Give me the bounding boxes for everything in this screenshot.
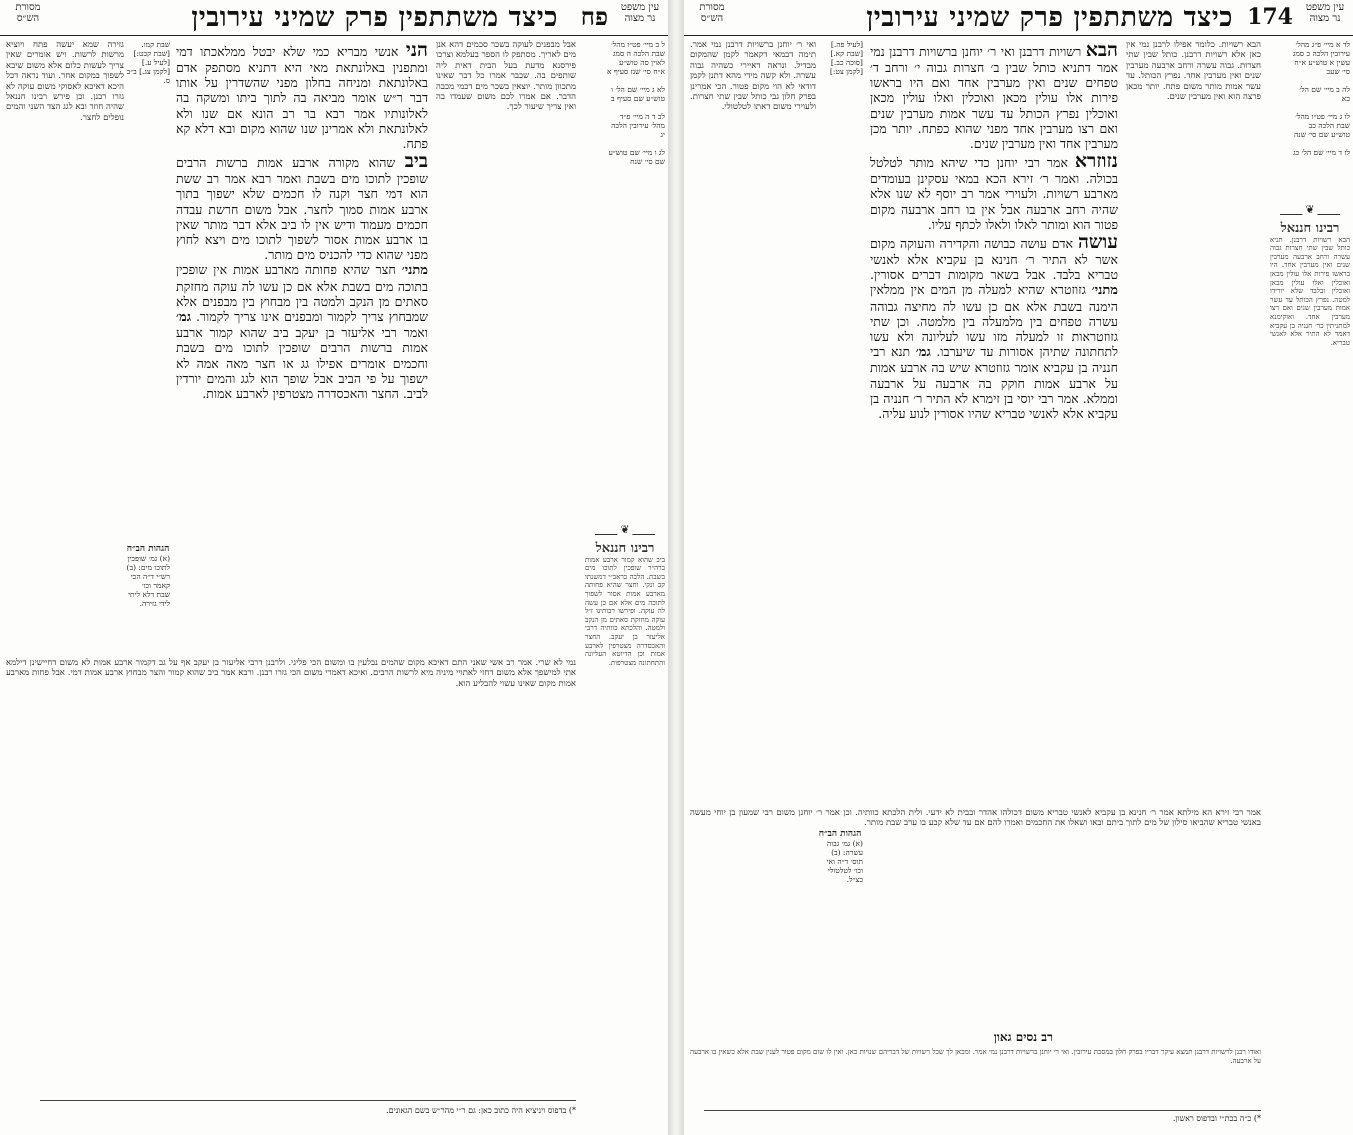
left-hagahot bbox=[126, 545, 170, 665]
gemara-opening-word: עושה bbox=[1078, 231, 1118, 254]
left-footnote-rule bbox=[40, 1100, 576, 1101]
ornament-divider bbox=[595, 529, 655, 541]
ein-mishpat-entry: לד א מיי׳ פ״ג מהל׳ עירובין הלכה כ סמג עשין א טוש״ע א״ח סי׳ שעב bbox=[1292, 40, 1350, 76]
rabbeinu-chananel-title: רבינו חננאל bbox=[595, 541, 655, 556]
gemara-label: גמ׳ bbox=[176, 310, 191, 326]
gemara-opening-word: ביב bbox=[404, 150, 428, 173]
right-footnote-rule bbox=[704, 1110, 1261, 1111]
left-ein-mishpat-column bbox=[607, 40, 665, 520]
gemara-text-block: שהוא מקורה ארבע אמות ברשות הרבים שופכין לתוכו מים בשבת ואמר רבא אמר רב ששת הוא דמי חצר וקנה לו חכמים שלא ישפוך בתוך ארבע אמות סמוך לחצר. אבל משום חרשת עבדה חכמים מעמוד ודיש אין לו ביב אלא דבר מותר שאין בו ארבע אמות אסור לשפוך לתוכו מים ויצא לחוץ מפני שהוא כדי להכניס מים מותר. bbox=[176, 155, 428, 263]
right-rashi-column bbox=[1126, 40, 1261, 800]
ein-mishpat-entry: לב ד ה מיי׳ פ״ד מהל׳ עירובין הלכה יג bbox=[611, 112, 665, 139]
hagahot-title: הגהות הב״ח bbox=[126, 545, 170, 554]
left-mesorah-heading: מסורת הש״ס bbox=[15, 2, 41, 24]
rabbeinu-chananel-text: הבא רשויות דרבנן. תניא כותל שבין שתי חצרות גבוה עשרה ורחב ארבעה מערבין שנים ואין מערבין אחד. היו בראשו פירות אלו עולין מכאן ואוכלין ואלו עולין מכאן ואוכלין ובלבד שלא יורידו למטה. נפרץ הכותל עד עשר אמות מערבין שנים ואם רצו מערבין אחד. ואוקימנא למתניתין כר׳ חנניה בן עקביא דאמר לא התיר אלא לאנשי טבריא. bbox=[1270, 235, 1350, 347]
right-mesorah-column bbox=[817, 40, 863, 440]
left-header-rule bbox=[0, 35, 668, 36]
bottom-commentary-text: נמי לא שרי. אמר רב אשי שאני התם דאיכא מקום שהמים נבלעין בו ומשום הכי פליגי. ולרבנן דרבי אליעזר בן יעקב אף על גב דקמור ארבע אמות לא משום דחיישינן דילמא אתי למישפך אלא משום דחזי לאתויי מיניה מיא לרשות הרבים. ואיכא דאמרי משום הכי גזרו רבנן. ורבא אמר ביב שהוא קמור והצר מבחוץ ארבע אמות דמי. אבל פחות מארבע אמות מקום שאינו עשוי להבליע הוא. bbox=[6, 658, 576, 689]
left-mesorah-column bbox=[126, 40, 170, 340]
left-page-header bbox=[0, 0, 668, 34]
hagahot-title: הגהות הב״ח bbox=[818, 830, 862, 839]
gemara-text-block: אנשי מבריא כמי שלא יבטל ממלאכתו דמי ומתפנין באלונתאת מאי היא דתניא מסתפק אדם באלונתאת ומניחה בחלון מפני שהשדרין על אותו דבר ר״ש אומר מביאה בה לתוך ביתו ומשקה בה לאלונותיו אמר רבא בר רב הונא אם שנו ולא לאלונתאת ולא אמרינן שנו שהוא מקום ובא דלא קא פתח. bbox=[176, 44, 428, 152]
gemara-text-block: חצר שהיא פחותה מארבע אמות אין שופכין בתוכה מים בשבת אלא אם כן עשו לה עוקה מחזקת סאתים מן הנקב ולמטה בין מבחוץ בין מבפנים אלא שמבחוץ צריך לקמור ומבפנים אינו צריך לקמור. bbox=[176, 262, 428, 325]
right-page-header bbox=[684, 0, 1353, 34]
hagahot-text: (א) גמ׳ גבוה עשרה: (ב) תוס׳ ד״ה ואי וכו׳ לטלטולי כצ״ל. bbox=[826, 839, 863, 884]
left-footnote: *) בדפוס ויניציא היה כתוב כאן: גם ר״י מהר״ש בשם הגאונים. bbox=[386, 1106, 576, 1115]
ein-mishpat-entry: ל ב מיי׳ פט״ו מהל׳ שבת הלכה ה סמג לאוין סה טוש״ע א״ח סי׳ שנז סעיף א bbox=[607, 40, 665, 76]
left-gemara-column bbox=[176, 40, 428, 650]
ornament-divider bbox=[1280, 209, 1340, 221]
gemara-label: גמ׳ bbox=[915, 345, 931, 361]
right-page-title: כיצד משתתפין פרק שמיני עירובין bbox=[866, 2, 1233, 33]
gemara-opening-word: הבא bbox=[1085, 40, 1118, 61]
rav-nissim-gaon-text: ואודו רבנן לרשויות דרבנן תמצא עיקר דבריו בפרק חלון במסכת עירובין. ואי ר׳ יוחנן ברשויות דרבנן נמי אמר. ומכאן לך שכל רשויות של דבריהם שנויות כאן. ואין לו שום מקום פטור לענין שבת אלא כשאין בו ארבעה על ארבעה. bbox=[690, 1048, 1261, 1065]
mesorah-notes: שבת קמו. [שבת קכט:] [לעיל ע.] [לקמן צג.] ב״ב ס. bbox=[126, 40, 170, 85]
right-gemara-column bbox=[870, 40, 1118, 800]
ein-mishpat-entry: לו ג מיי׳ פט״ו מהל׳ שבת הלכה כב טוש״ע שם סי׳ שנה bbox=[1293, 112, 1350, 139]
left-page-title: כיצד משתתפין פרק שמיני עירובין bbox=[191, 2, 558, 33]
mishnah-label: מתני׳ bbox=[1091, 283, 1118, 299]
gemara-opening-word: נזוזרא bbox=[1074, 150, 1118, 173]
right-header-rule bbox=[684, 35, 1353, 36]
left-daf-number: פח bbox=[580, 2, 608, 31]
right-bottom-commentary bbox=[690, 808, 1261, 1028]
mishnah-label: מתני׳ bbox=[401, 263, 428, 279]
ein-mishpat-entry: לג ו מיי׳ שם טוש״ע שם סי׳ שנח bbox=[608, 148, 665, 166]
right-rabbeinu-chananel bbox=[1270, 205, 1350, 1055]
gemara-text-block: רשויות דרבנן ואי ר׳ יוחנן ברשויות דרבנן נמי אמר דתניא כותל שבין ב׳ חצרות גבוה י׳ ורחב ד׳ טפחים שנים ואין מערבין אחד ואם היו בראשו פירות אלו עולין מכאן ואוכלין ואלו עולין מכאן ואוכלין נפרץ הכותל עד עשר אמות מערבין שנים ואם רצו מערבין אחד מפני שהוא כפתח. יותר מכן מערבין אחד ואין מערבין שנים. bbox=[870, 44, 1118, 152]
gemara-opening-word: הני bbox=[405, 40, 428, 61]
mesorah-notes: [לעיל פה.] [שבת קא.] [סוכה כב.] [לקמן צט:] bbox=[829, 40, 863, 76]
rabbeinu-chananel-title: רבינו חננאל bbox=[1280, 221, 1340, 236]
bottom-commentary-text: אמר רבי זירא הא מילתא אמר ר׳ חנינא בן עקביא לאנשי טבריא משום דכולהו אהדר ובבית לא ידעי. ולית הלכתא כוותיה. וכן אמר ר׳ יוחנן משום רבי שמעון בן יוחי מעשה באנשי טבריא שהביאו סילון של מים לתוך ביתם ובאו ושאלו את החכמים ואמרו להם אם עד שלא קבע בו ערב שבת מותר. bbox=[690, 808, 1261, 829]
gemara-text-block: ואמר רבי אליעזר בן יעקב ביב שהוא קמור ארבע אמות ברשות הרבים שופכין לתוכו מים בשבת וחכמים אומרים אפילו גג או חצר מאה אמה לא ישפוך על פי הביב אבל שופך הוא לגג והמים יורדין לביב. החצר והאכסדרה מצטרפין לארבע אמות. bbox=[176, 325, 428, 402]
gemara-text-block: אמר רבי יוחנן כדי שיהא מותר לטלטל בכולה. ואמר ר׳ זירא הכא במאי עסקינן בעומדים מארבע רשויות. ולעוירי אמר רב יוסף לא שנו אלא שהיה רחב ארבעה אבל אין בו רחב ארבעה מקום פטור הוא ומותר לאלו ולאלו לכתף עליו. bbox=[870, 155, 1118, 232]
gemara-text-block: גזוזטרא שהיא למעלה מן המים אין ממלאין הימנה בשבת אלא אם כן עשו לה מחיצה גבוהה עשרה טפחים בין מלמעלה בין מלמטה. וכן שתי גזוזטראות זו למעלה מזו עשו לעליונה ולא עשו לתחתונה שתיהן אסורות עד שיערבו. bbox=[870, 282, 1118, 360]
book-gutter bbox=[668, 0, 684, 1135]
rashi-text: הבא רשויות. כלומר אפילו לרבנן נמי אין כאן אלא רשויות דרבנן. כותל שבין שתי חצרות. גבוה עשרה ורחב ארבעה מערבין שנים ואין מערבין אחד. נפרץ הכותל. עד עשר אמות מותר משום פתח. יותר מכאן פרצה הוא ואין מערבין שנים. bbox=[1126, 40, 1261, 103]
left-rabbeinu-chananel bbox=[585, 525, 665, 1085]
hagahot-text: (א) גמ׳ שופכין לתוכו מים: (ב) רש״י ד״ה הכי קאמר וכו׳ שבת דלא ליתי לידי גזירה. bbox=[126, 554, 170, 608]
tosafot-text: גזירה שמא יעשה פתח ויוציא מרשות לרשות. ויש אומרים שאין צריך לעשות כלום אלא משום שיבא לשפוך במקום אחר. ועוד נראה דכל היכא דאיכא לאסוקי משום עוקה לא גזרו רבנן. וכן פירש רבינו חננאל שהיה חוזר ובא לגג הצד השני והמים נופלים לחצר. bbox=[6, 40, 124, 123]
rav-nissim-gaon-title: רב נסים גאון bbox=[993, 1030, 1053, 1044]
gemara-text-block: תנא רבי חנניה בן עקביא אומר גזוזטרא שיש בה ארבע אמות על ארבע אמות חוקק בה ארבעה על ארבעה וממלא. אמר רבי יוסי בן זימרא לא התיר ר׳ חנניה בן עקביא אלא לאנשי טבריא שהיו אסורין לנוע עליה. bbox=[870, 344, 1118, 422]
left-page bbox=[0, 0, 668, 1135]
right-footnote: *) כ״ה בכת״י ובדפוס ראשון. bbox=[1172, 1114, 1261, 1123]
ein-mishpat-entry: לז ד מיי׳ שם הל׳ כג bbox=[1293, 148, 1350, 157]
right-page-number: 174 bbox=[1247, 4, 1293, 30]
ein-mishpat-entry: לה ב מיי׳ שם הל׳ כא bbox=[1299, 85, 1350, 103]
right-ein-mishpat-heading: עין משפט נר מצוה bbox=[1305, 2, 1345, 24]
right-mesorah-heading: מסורת הש״ס bbox=[699, 2, 725, 24]
gemara-text-block: אדם עושה כבושה והקדירה והעוקה מקום אשר לא התיר ר׳ חנינא בן עקביא אלא לאנשי טבריא בלבד. אבל בשאר מקומות דברים אסורין. bbox=[870, 236, 1118, 283]
left-tosafot-column bbox=[6, 40, 124, 650]
tosafot-text: ואי ר׳ יוחנן ברשויות דרבנן נמי אמר. תימה דבמאי דקאמר לקמן שהמקום מבדיל. ונראה דאיירי כשהיה גבוה עשרה. ולא קשה מידי מהא דתנן לקמן דודאי לא הוי מקום פטור. הכי אמרינן בפרק חלון גבי כותל שבין שתי חצרות. ולעוירי משום דאתו לטלטולי. bbox=[690, 40, 816, 113]
ein-mishpat-entry: לא ג מיי׳ שם הל׳ ו טוש״ע שם סעיף ב bbox=[611, 85, 665, 103]
left-ein-mishpat-heading: עין משפט נר מצוה bbox=[620, 2, 660, 24]
rashi-text: אבל מבפנים לעוקה בשכר סכמים דהא אנן מים לאריך. מסתפק לו הספר בעלמא וצרכו פירסנא מדעת בעל הבית דאית ליה שותפים בה. שכבר אמרו כל דבר שאינו מתכוון מותר. יוצאין בשכר מים דכמי מכבה הדבר. אם אמרו לכם משום שעמדו בה ואין צריך שיעור לכך. bbox=[436, 40, 576, 113]
left-rashi-column bbox=[436, 40, 576, 650]
rabbeinu-chananel-text: ביב שהוא קמור ארבע אמות ברה״ר שופכין לתוכו מים בשבת. הלכה כראב״י דמשנתו קב ונקי. וחצר שהיא פחותה מארבע אמות אסור לשפוך לתוכה מים אלא אם כן עשה לה עוקה. ופירשו רבותינו ז״ל עוקה מחזקת סאתים מן הנקב ולמטה. והלכתא כוותיה דרבי אליעזר בן יעקב. החצר והאכסדרה מצטרפין לארבע אמות וכן הדיוטא העליונה והתחתונה מצטרפות. bbox=[585, 555, 665, 667]
left-bottom-commentary bbox=[6, 658, 576, 1098]
right-ein-mishpat-column bbox=[1292, 40, 1350, 200]
right-page bbox=[684, 0, 1353, 1135]
right-tosafot-column bbox=[690, 40, 816, 800]
